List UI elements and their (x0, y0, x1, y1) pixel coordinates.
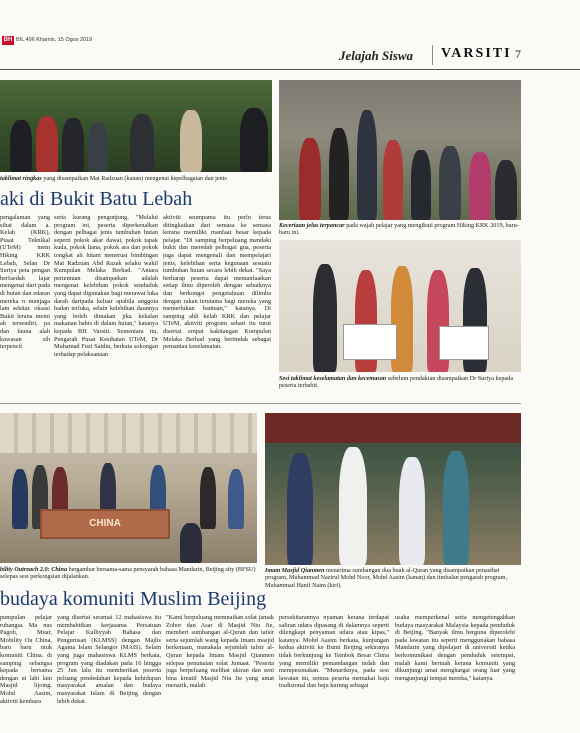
page-header (0, 0, 580, 76)
story2-col4: persekitarannya nyaman kerana terdapat saliran udara dipasang di dalamnya seperti dilengkapi penyaman udara atau kipas," katanya. Mohd Aasim berkata, kunjungan kedua aktiviti ke Bumi Beijing sekiranya tidak berkunjung ke Tembok Besar China yang memiliki pemandangan indah dan mempesonakan. "Menariknya, pada sesi lawatan itu, semua peserta memakai baju tradisional dan baju kurung sebagai (279, 614, 389, 690)
story2-headline: budaya komuniti Muslim Beijing (0, 588, 267, 610)
story1-col2: serta kurang pengunjung. "Melalui program ini, peserta diperkenalkan dengan pelbagai jenis tumbuhan hutan seperti pokok akar dawai, pokok tapak kuda, pokok liana, pokok ara dan pokok tongkat ali hitam menerusi bimbingan Mat Radzuan Abd Razak selaku wakil Kumpulan Melaka Berhad. "Antara pertemuan disampaikan adalah mengenai kelebihan pokok senduduk yang dapat digunakan bagi merawat luka darah daripada keluar apabila anggota badan terluka, selain kelebihan daunnya yang boleh dimakan jika kekalan makanan habis di dalam hutan," katanya kepada BH Varsiti. Sementara itu, Pengarah Pusat Kesihatan UTeM, Dr Muhamad Fuzi Saidin, berkata sokongan terhadap pelaksanaan (54, 214, 158, 358)
story1-headline: aki di Bukit Batu Lebah (0, 188, 193, 210)
story2-col1: pumpulan pelajar rubangsa Ma nus Pagoh, Muar, Mobility Ou China, baru baru ntuk komuniti China. di samping sebangsa kepada bersama dengan ui lahi lain Masjid lijoing. Mohd Aasim, aktiviti kembara (0, 614, 52, 705)
story1-col1: pengalaman yang sihat dalam a. Kelab (KRK), Pusat Teknikal (UTeM) mem Hiking KRK Lebah, Selan Dr Suriya peta pengan berfaedah lajar mengenai dari pada di hutan dan edaran mereka n menjaga lam sekitar. oksasi Bukit lerana memi ah tersendiri, pa dan fauna alah kawasan sih terpencil (0, 214, 50, 351)
brand-title: VARSITI (441, 46, 512, 61)
header-separator (432, 45, 433, 65)
story2-col5: usaha memperkenal serta mengetengahkan budaya masyarakat Malaysia kepada penduduk di Beijing. "Banyak ilmu berguna diperolehi pada lawatan itu seperti menggunakan bahasa Mandarin yang dipelajari di universiti ketika berkomunikasi dengan penduduk setempat, malah kami bertuah kerana komuniti yang dikunjungi amat menghargai orang luar yang mengunjungi tempat mereka," katanya. (395, 614, 515, 682)
issue-line: BIL 496 Khamis, 15 Ogos 2019 (16, 37, 93, 43)
china-banner: CHINA (40, 509, 170, 539)
story2-col2: yang disertai seramai 12 mahasiswa itu membabitkan kerjasama Persatuan Pelajar Kulliyyah Bahasa dan Pengurusan (KLMSS) dengan Majlis Agama Islam Selangor (MAIS). Selain yang juga mahasiswa KLMS berkata, program yang diadakan pada 16 hingga 25 Jun lalu itu memberikan peserta peluang pendedahan kepada kehidupan masyarakat amalan dan budaya masyarakat Islam di Beijing dengan lebih dekat. (57, 614, 161, 705)
photo-imam-donation (265, 413, 521, 565)
photo-group-cave (279, 80, 521, 220)
caption-top-left: taklimat ringkas yang disampaikan Mat Radzuan (kanan) mengenai kepelbagaian dan jenis (0, 175, 227, 182)
story1-col3: aktiviti seumpama itu perlu terus ditingkatkan dari semasa ke semasa kerana memiliki manfaat besar kepada pelajar. "Di samping berpeluang mendaki bukit dan meredah pelbagai gua, peserta juga dapat mengenali dan mempelajari jenis, kelebihan serta kegunaan sesuatu tumbuhan hutan secara lebih dekat. "Saya berharap peserta dapat memanfaatkan setiap ilmu diperoleh dengan sebaiknya dan berkongsi pengetahuan dilimba dengan rakan terutama bagi mereka yang memerlukan bantuan," katanya. Di samping ahli kelab KRK dan pelajar UTeM, aktiviti program sehari itu turut disertai empat kakitangan Kumpulan Melaka Berhad yang bertindak sebagai pemantau keselamatan. (163, 214, 271, 351)
photo-bfsu-group (0, 413, 257, 563)
header-rule (0, 69, 580, 70)
photo-forest-briefing (0, 80, 272, 172)
bh-logo: BH (3, 37, 13, 43)
caption-bottom-left: bility Outreach 2.0: China bergambar bersama-sama pensyarah bahasa Mandarin, Beijing sity (BFSU) selepas sesi perkongsian dijalankan. (0, 566, 256, 581)
caption-top-right: Keceriaan jelas terpancar pada wajah pelajar yang mengikuti program Hiking KRK 2019, baru-baru ini. (279, 222, 519, 237)
page-number: 7 (515, 47, 521, 61)
story-divider (0, 403, 521, 404)
caption-bottom-right: Imam Masjid Qianmen menerima sumbangan dua buah al-Quran yang disampaikan penasihat program, Muhammad Nazirul Mohd Noor, Mohd Aasim (kanan) dan timbalan pengarah program, Muhammad Hanif Naim (kiri). (265, 567, 508, 589)
section-title: Jelajah Siswa (339, 48, 414, 63)
caption-mid-right: Sesi taklimat keselamatan dan kecemasan sebelum pendakian disampaikan Dr Suriya kepada peserta terbabit. (279, 375, 514, 390)
story2-col3: "Kami berpeluang memnaikan solat jamak Zohor dan Asar di Masjid Niu Jie, memberi sumbangan al-Quran dan tafsir serta sejumlah wang kepada imam masjid berkenaan, manakala sejumlah tafsir al-Quran kepada Imam Masjid Qianmen selepas penunaian solat Jumaat. "Peserta juga berpeluang melihat ukiran dan seni bina kreatif Masjid Niu Jie yang amat menarik, malah (166, 614, 274, 690)
photo-safety-briefing (279, 240, 521, 372)
